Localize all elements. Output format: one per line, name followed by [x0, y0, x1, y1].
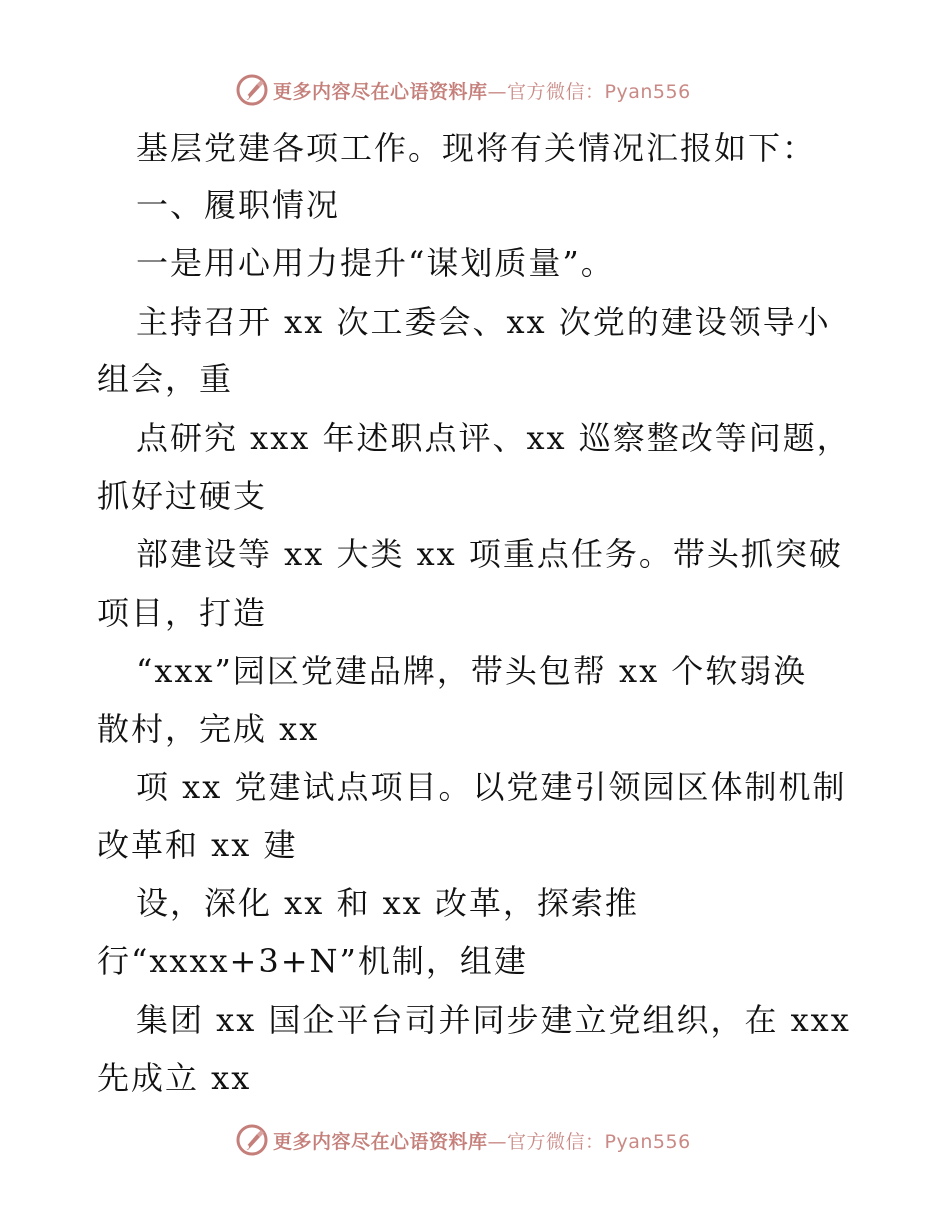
header-watermark: [235, 72, 691, 108]
paragraph-line: 项 xx 党建试点项目。以党建引领园区体制机制: [136, 768, 847, 806]
paragraph-line: 基层党建各项工作。现将有关情况汇报如下：: [136, 129, 817, 167]
pen-nib-logo-icon: [235, 73, 269, 107]
watermark-id: Pyan556: [604, 80, 691, 103]
paragraph-line: 改革和 xx 建: [97, 826, 298, 864]
section-heading: 一、履职情况: [136, 186, 341, 224]
paragraph-line: 组会，重: [97, 360, 234, 398]
paragraph-line: 点研究 xxx 年述职点评、xx 巡察整改等问题，: [136, 419, 851, 457]
paragraph-line: 项目，打造: [97, 594, 268, 632]
paragraph-line: 散村，完成 xx: [97, 710, 320, 748]
watermark-prefix: 更多内容尽在心语资料库: [273, 80, 488, 103]
paragraph-line: “xxx”园区党建品牌，带头包帮 xx 个软弱涣: [136, 652, 808, 690]
paragraph-line: 集团 xx 国企平台司并同步建立党组织，在 xxx: [136, 1001, 851, 1039]
paragraph-line: 抓好过硬支: [97, 477, 268, 515]
subheading: 一是用心用力提升“谋划质量”。: [136, 244, 615, 282]
footer-watermark: [235, 1122, 691, 1158]
watermark-id: Pyan556: [604, 1130, 691, 1153]
watermark-prefix: 更多内容尽在心语资料库: [273, 1130, 488, 1153]
paragraph-line: 先成立 xx: [97, 1059, 252, 1097]
paragraph-line: 设，深化 xx 和 xx 改革，探索推: [136, 884, 639, 922]
watermark-suffix: —官方微信：: [487, 80, 605, 103]
paragraph-line: 主持召开 xx 次工委会、xx 次党的建设领导小: [136, 303, 831, 341]
pen-nib-logo-icon: [235, 1123, 269, 1157]
paragraph-line: 行“xxxx+3+N”机制，组建: [97, 942, 528, 980]
paragraph-line: 部建设等 xx 大类 xx 项重点任务。带头抓突破: [136, 535, 843, 573]
watermark-suffix: —官方微信：: [487, 1130, 605, 1153]
